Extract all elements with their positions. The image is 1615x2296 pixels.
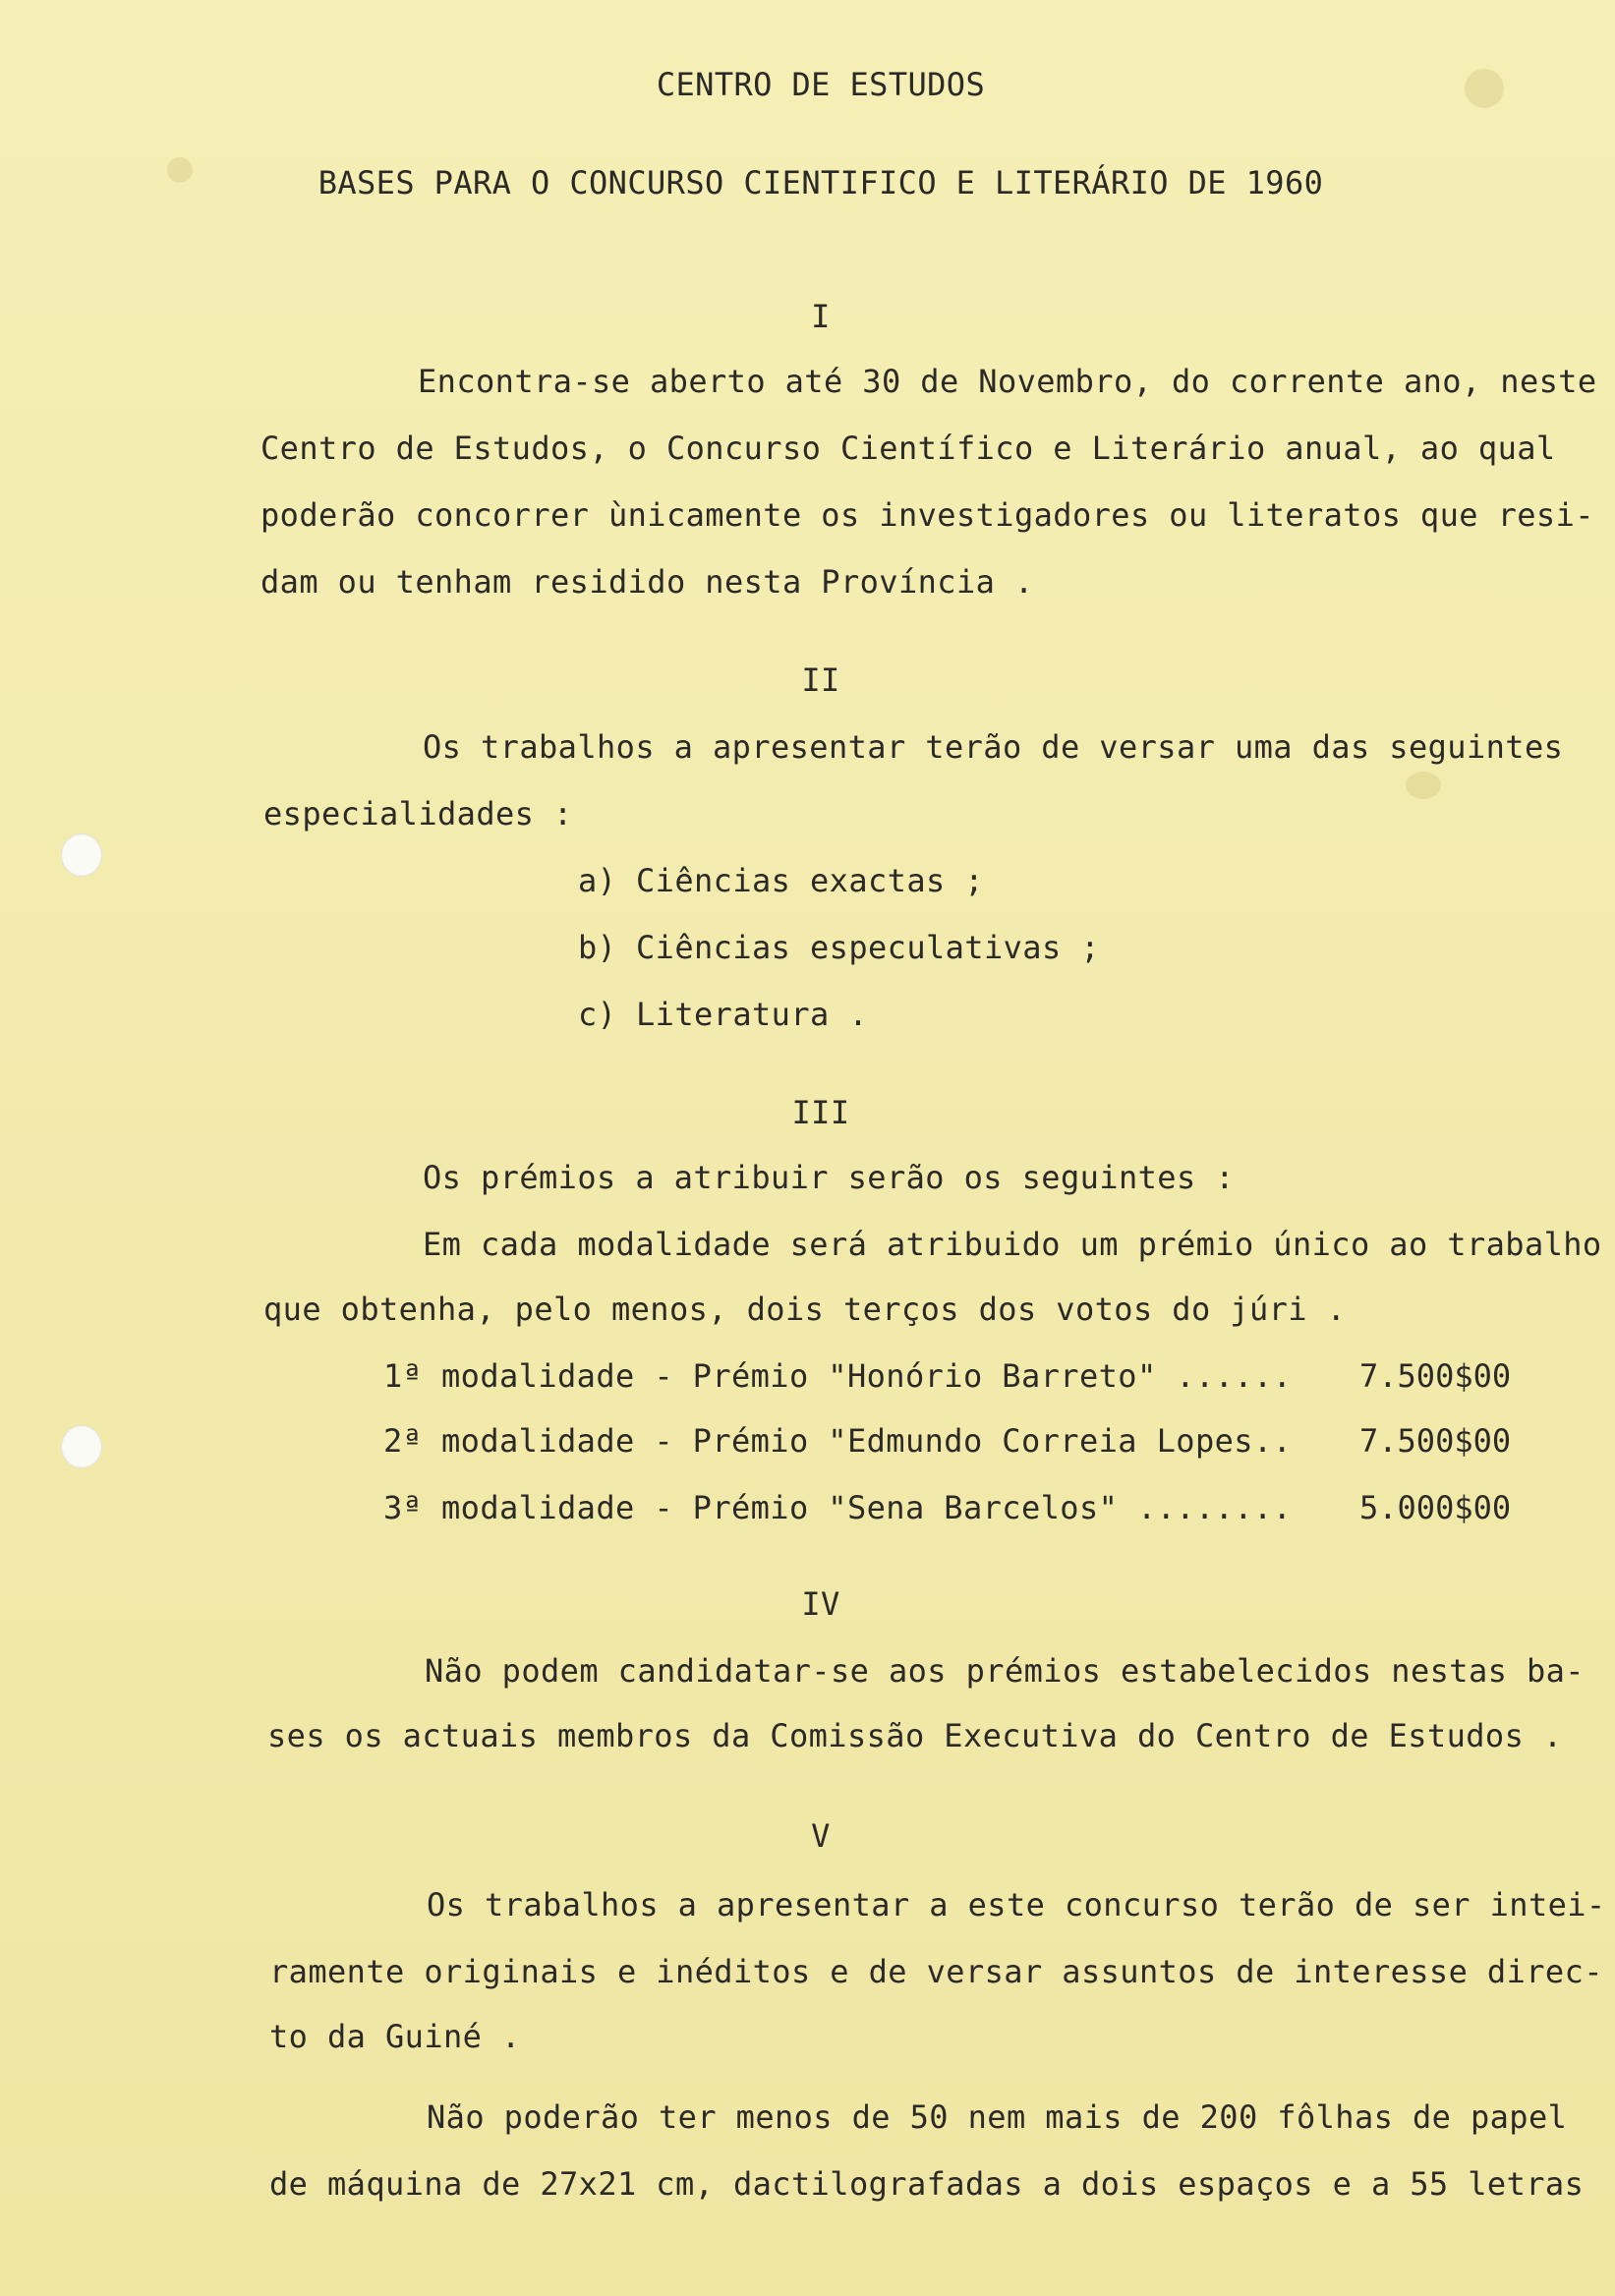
paper-stain [1406,772,1441,799]
paragraph-line: poderão concorrer ùnicamente os investigadores ou literatos que resi- [260,496,1594,534]
section-numeral: II [801,661,840,699]
paragraph-line: ses os actuais membros da Comissão Executiva do Centro de Estudos . [267,1717,1563,1754]
section-numeral: I [811,298,831,335]
list-item: c) Literatura . [578,996,868,1033]
prize-amount: 7.500$00 [1359,1422,1512,1460]
prize-amount: 5.000$00 [1359,1489,1512,1526]
section-numeral: V [811,1817,831,1855]
paragraph-line: Não poderão ter menos de 50 nem mais de 200 fôlhas de papel [427,2098,1568,2136]
paragraph-line: Centro de Estudos, o Concurso Científico e Literário anual, ao qual [260,430,1556,467]
paragraph-line: especialidades : [263,795,573,832]
paragraph-line: dam ou tenham residido nesta Província . [260,563,1034,601]
prize-label: 3ª modalidade - Prémio "Sena Barcelos" ........ [383,1489,1293,1526]
paragraph-line: Não podem candidatar-se aos prémios estabelecidos nestas ba- [425,1652,1585,1690]
paragraph-line: Em cada modalidade será atribuido um prémio único ao trabalho [423,1226,1602,1263]
paragraph-line: ramente originais e inéditos e de versar assuntos de interesse direc- [269,1953,1603,1990]
section-numeral: IV [801,1585,840,1623]
prize-amount: 7.500$00 [1359,1357,1512,1395]
list-item: b) Ciências especulativas ; [578,929,1100,966]
paragraph-line: Os trabalhos a apresentar a este concurso terão de ser intei- [427,1886,1606,1923]
paragraph-line: que obtenha, pelo menos, dois terços dos votos do júri . [263,1291,1347,1328]
document-title: BASES PARA O CONCURSO CIENTIFICO E LITERÁRIO DE 1960 [317,164,1324,201]
paragraph-line: Os prémios a atribuir serão os seguintes : [423,1159,1235,1196]
org-heading: CENTRO DE ESTUDOS [656,66,986,103]
paragraph-line: de máquina de 27x21 cm, dactilografadas a dois espaços e a 55 letras [269,2165,1585,2203]
list-item: a) Ciências exactas ; [578,862,984,899]
section-numeral: III [791,1094,850,1131]
punch-hole [61,833,102,877]
prize-label: 1ª modalidade - Prémio "Honório Barreto" ...... [383,1357,1293,1395]
paragraph-line: Os trabalhos a apresentar terão de versar uma das seguintes [423,728,1564,766]
paragraph-line: Encontra-se aberto até 30 de Novembro, do corrente ano, neste [418,363,1597,400]
punch-hole [61,1425,102,1468]
paragraph-line: to da Guiné . [269,2018,521,2055]
prize-label: 2ª modalidade - Prémio "Edmundo Correia Lopes.. [383,1422,1293,1460]
